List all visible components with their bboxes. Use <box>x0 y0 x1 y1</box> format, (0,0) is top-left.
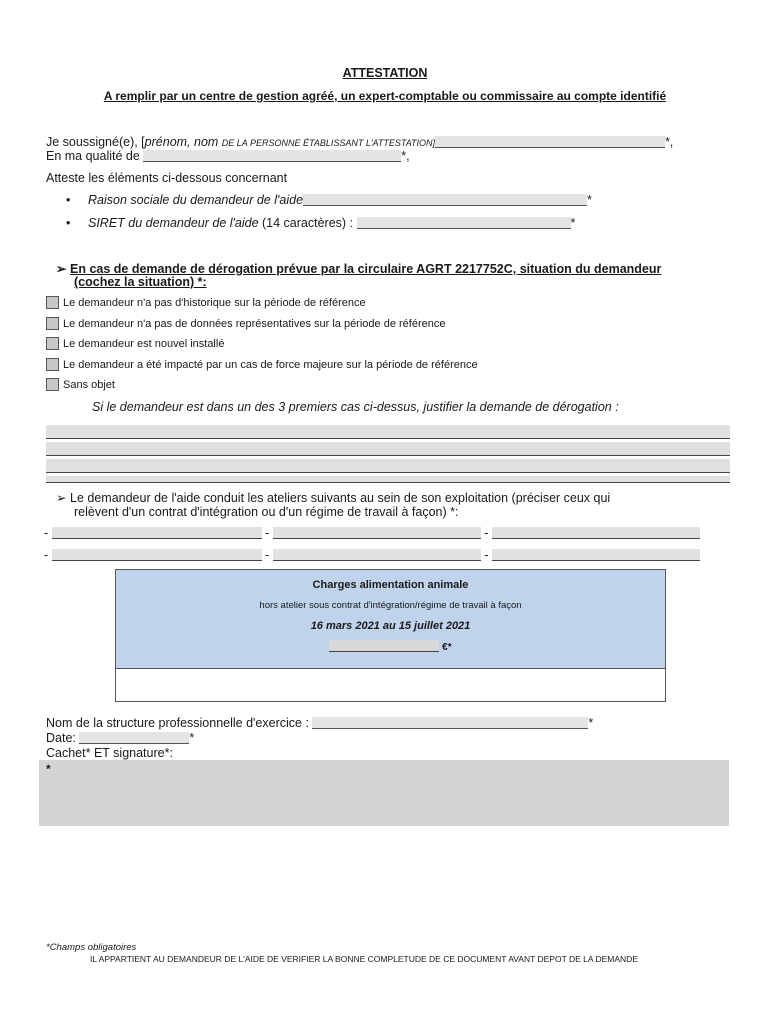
qualite-field[interactable] <box>143 150 401 162</box>
arrow-right-icon: ➢ <box>56 262 67 276</box>
siret-suffix: * <box>570 216 576 230</box>
option-row <box>46 358 478 371</box>
signature-area[interactable] <box>39 760 729 826</box>
atteste-line: Atteste les éléments ci-dessous concernant <box>46 171 288 185</box>
derogation-heading <box>56 261 732 276</box>
raison-sociale-label: Raison sociale du demandeur de l'aide <box>88 193 304 207</box>
charges-subtitle: hors atelier sous contrat d'intégration/régime de travail à façon <box>259 600 522 611</box>
ateliers-row <box>44 548 700 562</box>
charges-table <box>115 569 666 702</box>
atelier-field[interactable] <box>52 549 262 561</box>
justification-field-line[interactable] <box>46 459 730 473</box>
bullet-icon: • <box>66 216 71 230</box>
option-label: Le demandeur est nouvel installé <box>63 337 225 350</box>
nom-field[interactable] <box>435 136 665 148</box>
charges-amount-row <box>116 640 665 653</box>
siret-label: SIRET du demandeur de l'aide <box>88 216 259 230</box>
charges-title: Charges alimentation animale <box>312 579 469 591</box>
qualite-label: En ma qualité de <box>46 149 140 163</box>
qualite-suffix: *, <box>401 149 410 163</box>
soussigne-caps: DE LA PERSONNE ÉTABLISSANT L'ATTESTATION] <box>221 138 436 148</box>
derogation-heading-text: En cas de demande de dérogation prévue par la circulaire AGRT 2217752C, situation du demandeur <box>70 262 662 276</box>
ateliers-row <box>44 526 700 540</box>
atelier-field[interactable] <box>273 549 481 561</box>
option-label: Le demandeur n'a pas de données représentatives sur la période de référence <box>63 317 446 330</box>
derogation-heading-line2: (cochez la situation) *: <box>74 275 207 289</box>
soussigne-suffix: *, <box>665 135 674 149</box>
option-row <box>46 317 445 330</box>
signature-star: * <box>46 762 51 776</box>
raison-sociale-field[interactable] <box>303 194 587 206</box>
option-label: Le demandeur a été impacté par un cas de force majeure sur la période de référence <box>63 358 478 371</box>
arrow-right-icon: ➢ <box>56 491 67 505</box>
siret-line <box>66 216 575 230</box>
option-label: Le demandeur n'a pas d'historique sur la période de référence <box>63 296 366 309</box>
charges-amount-field[interactable] <box>329 640 439 652</box>
ateliers-line1: Le demandeur de l'aide conduit les ateliers suivants au sein de son exploitation (préciser ceux qui <box>70 491 611 505</box>
structure-label: Nom de la structure professionnelle d'exercice : <box>46 716 309 730</box>
option-checkbox[interactable] <box>46 296 59 309</box>
date-line <box>46 731 194 745</box>
option-checkbox[interactable] <box>46 337 59 350</box>
dash: - <box>484 526 489 540</box>
dash: - <box>484 548 489 562</box>
justify-instruction: Si le demandeur est dans un des 3 premiers cas ci-dessus, justifier la demande de dérogation : <box>92 400 619 414</box>
charges-dates: 16 mars 2021 au 15 juillet 2021 <box>310 620 471 632</box>
signature-label: Cachet* ET signature*: <box>46 746 173 760</box>
siret-label-plain: (14 caractères) : <box>258 216 354 230</box>
raison-sociale-line <box>66 193 592 207</box>
atelier-field[interactable] <box>492 527 700 539</box>
document-title: ATTESTATION <box>342 66 428 80</box>
option-checkbox[interactable] <box>46 317 59 330</box>
date-suffix: * <box>189 731 195 745</box>
soussigne-prefix: Je soussigné(e), [ <box>46 135 145 149</box>
applicant-notice: IL APPARTIENT AU DEMANDEUR DE L'AIDE DE VERIFIER LA BONNE COMPLETUDE DE CE DOCUMENT AVANT DEPOT DE LA DEMANDE <box>90 954 638 964</box>
date-label: Date: <box>46 731 76 745</box>
atelier-field[interactable] <box>492 549 700 561</box>
structure-line <box>46 716 593 730</box>
option-checkbox[interactable] <box>46 358 59 371</box>
dash: - <box>265 526 270 540</box>
soussigne-italic: prénom, nom <box>144 135 222 149</box>
option-row <box>46 378 115 391</box>
justification-field-line[interactable] <box>46 442 730 456</box>
document-subtitle: A remplir par un centre de gestion agréé, un expert-comptable ou commissaire au compte identifié <box>103 89 667 103</box>
atelier-field[interactable] <box>273 527 481 539</box>
ateliers-text <box>56 490 732 505</box>
structure-field[interactable] <box>312 717 588 729</box>
dash: - <box>265 548 270 562</box>
derogation-heading-2 <box>74 275 207 289</box>
ateliers-line2: relèvent d'un contrat d'intégration ou d'un régime de travail à façon) *: <box>74 505 459 519</box>
justification-field-line[interactable] <box>46 425 730 439</box>
option-label: Sans objet <box>63 378 115 391</box>
structure-suffix: * <box>588 716 594 730</box>
option-checkbox[interactable] <box>46 378 59 391</box>
dash: - <box>44 548 49 562</box>
date-field[interactable] <box>79 732 189 744</box>
option-row <box>46 296 366 309</box>
atelier-field[interactable] <box>52 527 262 539</box>
dash: - <box>44 526 49 540</box>
charges-header-cell <box>116 570 665 669</box>
justification-field-line[interactable] <box>46 476 730 483</box>
siret-field[interactable] <box>357 217 571 229</box>
option-row <box>46 337 224 350</box>
required-fields-note: *Champs obligatoires <box>46 942 137 953</box>
qualite-line <box>46 149 410 163</box>
bullet-icon: • <box>66 193 71 207</box>
currency-label: €* <box>442 642 452 653</box>
soussigne-line <box>46 135 673 149</box>
raison-sociale-suffix: * <box>587 193 592 207</box>
